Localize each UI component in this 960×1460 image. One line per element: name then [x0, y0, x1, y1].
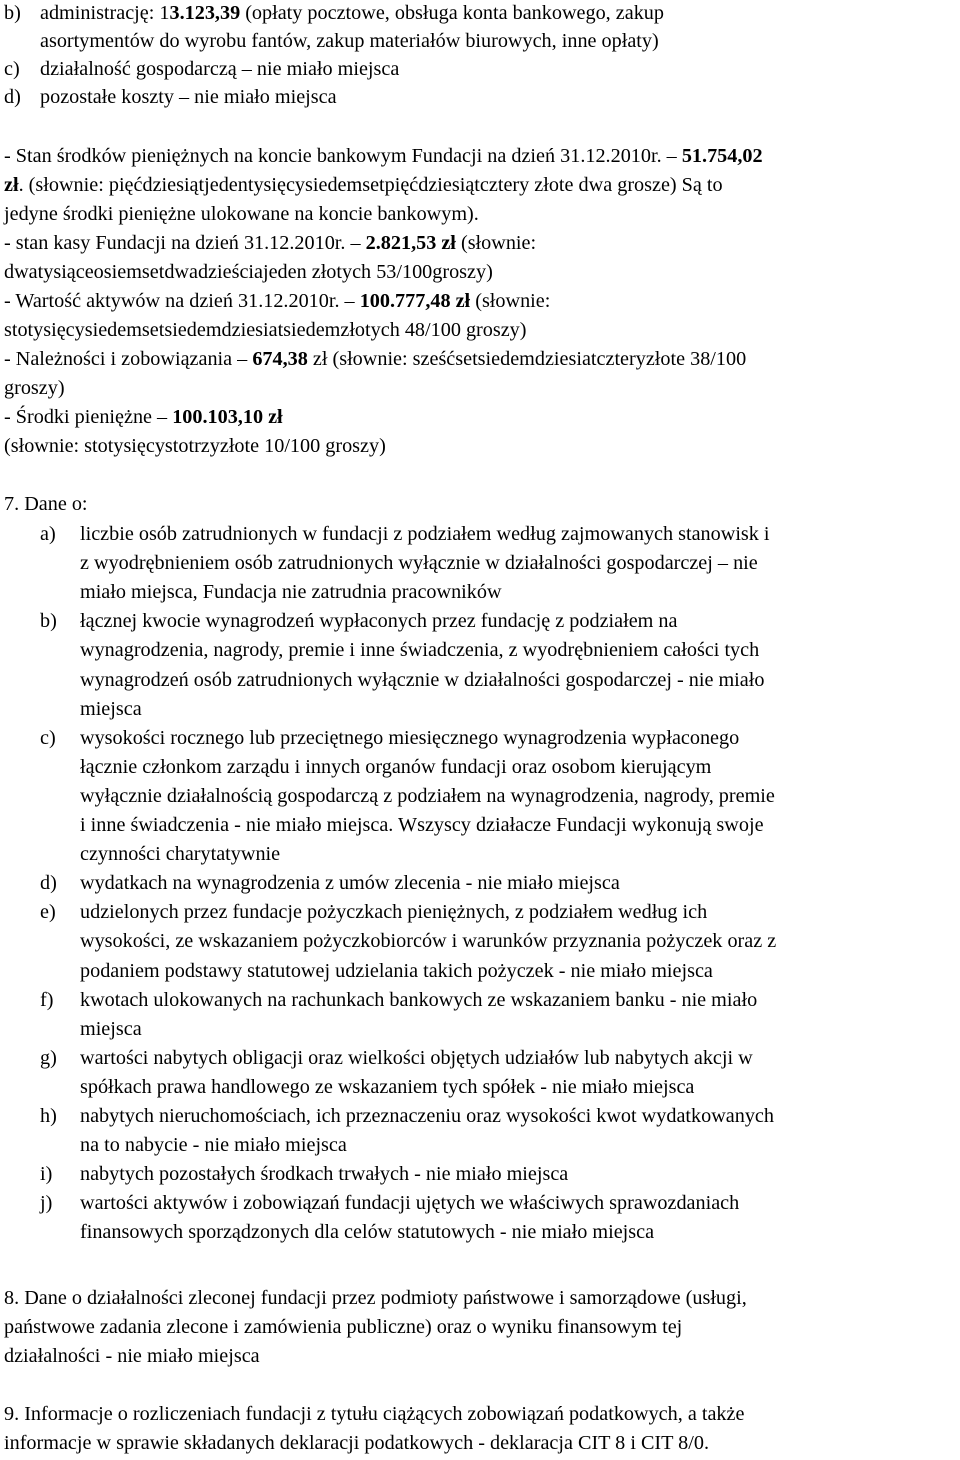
list-item-text: łącznej kwocie wynagrodzeń wypłaconych przez fundację z podziałem na [80, 610, 678, 632]
funds-line-2: (słownie: stotysięcystotrzyzłote 10/100 groszy) [4, 435, 386, 457]
cash-box-words-label: (słownie: [455, 232, 537, 254]
funds-text: - Środki pieniężne – [4, 406, 173, 428]
cash-account-text: - Stan środków pieniężnych na koncie bankowym Fundacji na dzień 31.12.2010r. – [4, 145, 682, 167]
assets-value: 100.777,48 zł [359, 290, 471, 312]
list-item-continuation: wyłącznie działalnością gospodarczą z podziałem na wynagrodzenia, nagrody, premie [80, 785, 775, 807]
list-item [40, 869, 620, 898]
list-item-continuation: wynagrodzenia, nagrody, premie i inne świadczenia, z wyodrębnieniem całości tych [80, 639, 760, 661]
list-item-continuation: miało miejsca, Fundacja nie zatrudnia pracowników [80, 581, 502, 603]
funds-value: 100.103,10 zł [172, 406, 283, 428]
receivables-line-2: groszy) [4, 377, 65, 399]
list-item-text: liczbie osób zatrudnionych w fundacji z podziałem według zajmowanych stanowisk i [80, 523, 770, 545]
list-item-continuation: z wyodrębnieniem osób zatrudnionych wyłącznie w działalności gospodarczej – nie [80, 552, 758, 574]
list-item-continuation: miejsca [80, 698, 142, 720]
list-item [40, 1044, 753, 1073]
list-label: c) [4, 58, 20, 80]
list-item-text: wydatkach na wynagrodzenia z umów zlecenia - nie miało miejsca [80, 872, 620, 894]
list-label: e) [40, 901, 56, 923]
receivables-text: - Należności i zobowiązania – [4, 348, 253, 370]
funds-line-1 [4, 403, 283, 432]
list-item-continuation: spółkach prawa handlowego ze wskazaniem tych spółek - nie miało miejsca [80, 1076, 695, 1098]
list-item-continuation: podaniem podstawy statutowej udzielania takich pożyczek - nie miało miejsca [80, 960, 713, 982]
list-label: f) [40, 989, 54, 1011]
section-8-line-2: państwowe zadania zlecone i zamówienia publiczne) oraz o wyniku finansowym tej [4, 1316, 683, 1338]
list-label: a) [40, 523, 56, 545]
list-item [40, 898, 707, 927]
list-item-continuation: i inne świadczenia - nie miało miejsca. Wszyscy działacze Fundacji wykonują swoje [80, 814, 764, 836]
intro-item-b [4, 0, 664, 28]
list-item-text: wartości nabytych obligacji oraz wielkości objętych udziałów lub nabytych akcji w [80, 1047, 753, 1069]
list-label: d) [40, 872, 57, 894]
intro-item-c-text: działalność gospodarczą – nie miało miejsca [40, 58, 400, 80]
list-item-continuation: finansowych sporządzonych dla celów statutowych - nie miało miejsca [80, 1221, 655, 1243]
assets-line-2: stotysięcysiedemsetsiedemdziesiatsiedemzłotych 48/100 groszy) [4, 319, 527, 341]
assets-text: - Wartość aktywów na dzień 31.12.2010r. – [4, 290, 360, 312]
list-label: h) [40, 1105, 57, 1127]
admin-cost-value: 3.123,39 [169, 2, 241, 24]
intro-item-b-text-2: (opłaty pocztowe, obsługa konta bankowego, zakup [240, 2, 664, 24]
intro-item-c [4, 55, 399, 84]
cash-account-line-1 [4, 142, 763, 171]
receivables-words: zł (słownie: sześćsetsiedemdziesiatczteryzłote 38/100 [307, 348, 747, 370]
cash-box-line-2: dwatysiąceosiemsetdwadzieściajeden złotych 53/100groszy) [4, 261, 493, 283]
list-label: i) [40, 1163, 53, 1185]
list-item [40, 724, 739, 753]
cash-account-value: 51.754,02 [681, 145, 763, 167]
list-label: d) [4, 86, 21, 108]
list-item-text: wartości aktywów i zobowiązań fundacji ujętych we właściwych sprawozdaniach [80, 1192, 740, 1214]
list-item-continuation: czynności charytatywnie [80, 843, 281, 865]
cash-account-line-3: jedyne środki pieniężne ulokowane na koncie bankowym). [4, 203, 479, 225]
section-9-line-1: 9. Informacje o rozliczeniach fundacji z tytułu ciążących zobowiązań podatkowych, a także [4, 1403, 745, 1425]
list-label: b) [4, 2, 21, 24]
list-item-continuation: łącznie członkom zarządu i innych organów fundacji oraz osobom kierującym [80, 756, 712, 778]
list-item [40, 1160, 568, 1189]
list-item-text: nabytych nieruchomościach, ich przeznaczeniu oraz wysokości kwot wydatkowanych [80, 1105, 774, 1127]
cash-box-line-1 [4, 229, 536, 258]
list-item [40, 1102, 774, 1131]
list-item [40, 520, 770, 549]
intro-item-b-text-1: administrację: 1 [40, 2, 170, 24]
list-item-text: nabytych pozostałych środkach trwałych - nie miało miejsca [80, 1163, 569, 1185]
list-item [40, 1189, 739, 1218]
intro-item-d [4, 83, 337, 112]
list-label: g) [40, 1047, 57, 1069]
receivables-value: 674,38 [252, 348, 308, 370]
intro-item-b-line-2: asortymentów do wyrobu fantów, zakup materiałów biurowych, inne opłaty) [40, 30, 659, 52]
list-item-continuation: miejsca [80, 1018, 142, 1040]
cash-account-words: . (słownie: pięćdziesiątjedentysięcysiedemsetpięćdziesiątcztery złote dwa grosze) Są to [18, 174, 723, 196]
cash-box-text: - stan kasy Fundacji na dzień 31.12.2010r. – [4, 232, 366, 254]
section-7-heading: 7. Dane o: [4, 493, 88, 515]
cash-account-currency: zł [4, 174, 19, 196]
list-item-text: wysokości rocznego lub przeciętnego miesięcznego wynagrodzenia wypłaconego [80, 727, 740, 749]
list-item-continuation: na to nabycie - nie miało miejsca [80, 1134, 347, 1156]
receivables-line-1 [4, 345, 746, 374]
list-item [40, 607, 677, 636]
list-item-text: udzielonych przez fundacje pożyczkach pieniężnych, z podziałem według ich [80, 901, 708, 923]
list-item [40, 986, 757, 1015]
list-label: b) [40, 610, 57, 632]
assets-line-1 [4, 287, 550, 316]
section-8-line-3: działalności - nie miało miejsca [4, 1345, 260, 1367]
section-9-line-2: informacje w sprawie składanych deklaracji podatkowych - deklaracja CIT 8 i CIT 8/0. [4, 1432, 710, 1454]
cash-box-value: 2.821,53 zł [365, 232, 456, 254]
section-8-line-1: 8. Dane o działalności zleconej fundacji przez podmioty państwowe i samorządowe (usługi, [4, 1287, 747, 1309]
list-item-text: kwotach ulokowanych na rachunkach bankowych ze wskazaniem banku - nie miało [80, 989, 758, 1011]
list-item-continuation: wynagrodzeń osób zatrudnionych wyłącznie w działalności gospodarczej - nie miało [80, 669, 765, 691]
list-label: c) [40, 727, 56, 749]
cash-account-line-2 [4, 171, 723, 200]
assets-words-label: (słownie: [470, 290, 551, 312]
intro-item-d-text: pozostałe koszty – nie miało miejsca [40, 86, 337, 108]
list-label: j) [40, 1192, 53, 1214]
list-item-continuation: wysokości, ze wskazaniem pożyczkobiorców i warunków przyznania pożyczek oraz z [80, 930, 777, 952]
